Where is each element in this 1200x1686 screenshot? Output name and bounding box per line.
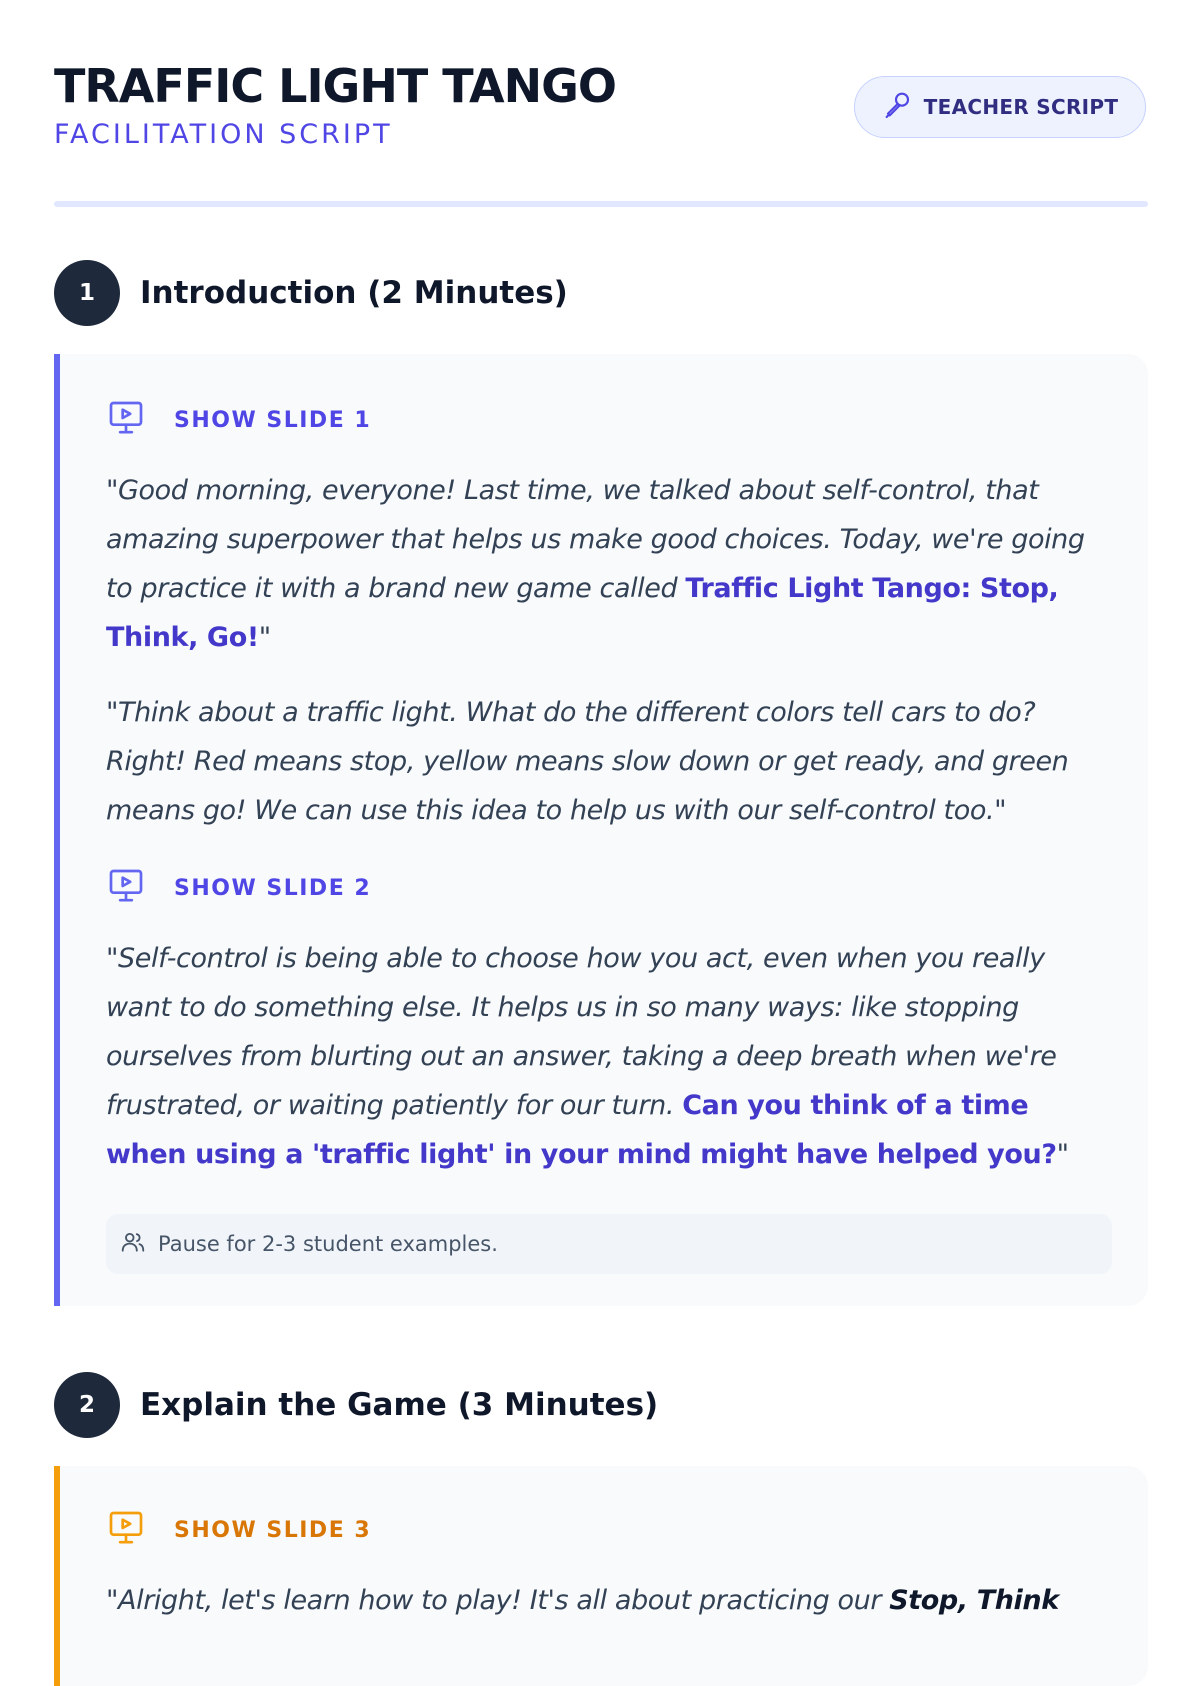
show-slide-2-row [106,866,371,910]
section-title: Introduction (2 Minutes) [140,275,568,311]
users-icon [120,1229,146,1259]
slide-label: SHOW SLIDE 2 [174,875,372,901]
section-title: Explain the Game (3 Minutes) [140,1387,659,1423]
teacher-note [106,1214,1112,1274]
slide-label: SHOW SLIDE 3 [174,1517,372,1543]
note-text: Pause for 2-3 student examples. [158,1232,498,1256]
slide-label: SHOW SLIDE 1 [174,407,372,433]
presentation-icon [106,1508,146,1552]
script-paragraph [106,934,1106,1179]
section-card-2 [54,1466,1148,1686]
section-header-2 [54,1372,658,1438]
section-card-1 [54,354,1148,1306]
badge-label: TEACHER SCRIPT [923,95,1119,119]
script-paragraph [106,466,1106,662]
page-subtitle: FACILITATION SCRIPT [54,119,393,150]
paragraph-end: " [258,622,271,653]
presentation-icon [106,398,146,442]
bold-phrase: Stop, Think [889,1585,1059,1616]
presentation-icon [106,866,146,910]
paragraph-end: " [1056,1139,1069,1170]
paragraph-text: "Alright, let's learn how to play! It's all about practicing our [106,1585,890,1616]
page-header [54,58,1146,208]
paragraph-text: "Good morning, everyone! Last time, we talked about self-control, that amazing superpower that helps us make good choices. Today, we're going to practice it with a brand new game called [106,475,1085,604]
game-name-highlight: Traffic Light Tango: Stop, Think, Go! [106,573,1059,653]
teacher-script-badge [854,76,1146,138]
show-slide-3-row [106,1508,371,1552]
page-title: TRAFFIC LIGHT TANGO [54,59,616,113]
question-highlight: Can you think of a time when using a 'traffic light' in your mind might have helped you? [106,1090,1057,1170]
section-number-badge: 2 [54,1372,120,1438]
header-divider [54,201,1148,207]
show-slide-1-row [106,398,371,442]
section-number-badge: 1 [54,260,120,326]
paragraph-text: "Self-control is being able to choose how you act, even when you really want to do something else. It helps us in so many ways: like stopping ourselves from blurting out an answer, taking a deep breath when we're frustrated, or waiting patiently for our turn. [106,943,1057,1121]
microphone-icon [882,89,914,126]
script-paragraph: "Think about a traffic light. What do the different colors tell cars to do? Right! Red means stop, yellow means slow down or get ready, and green means go! We can use this idea to help us with our self-control too." [106,697,1069,826]
script-paragraph [106,1576,1146,1625]
section-header-1 [54,260,568,326]
